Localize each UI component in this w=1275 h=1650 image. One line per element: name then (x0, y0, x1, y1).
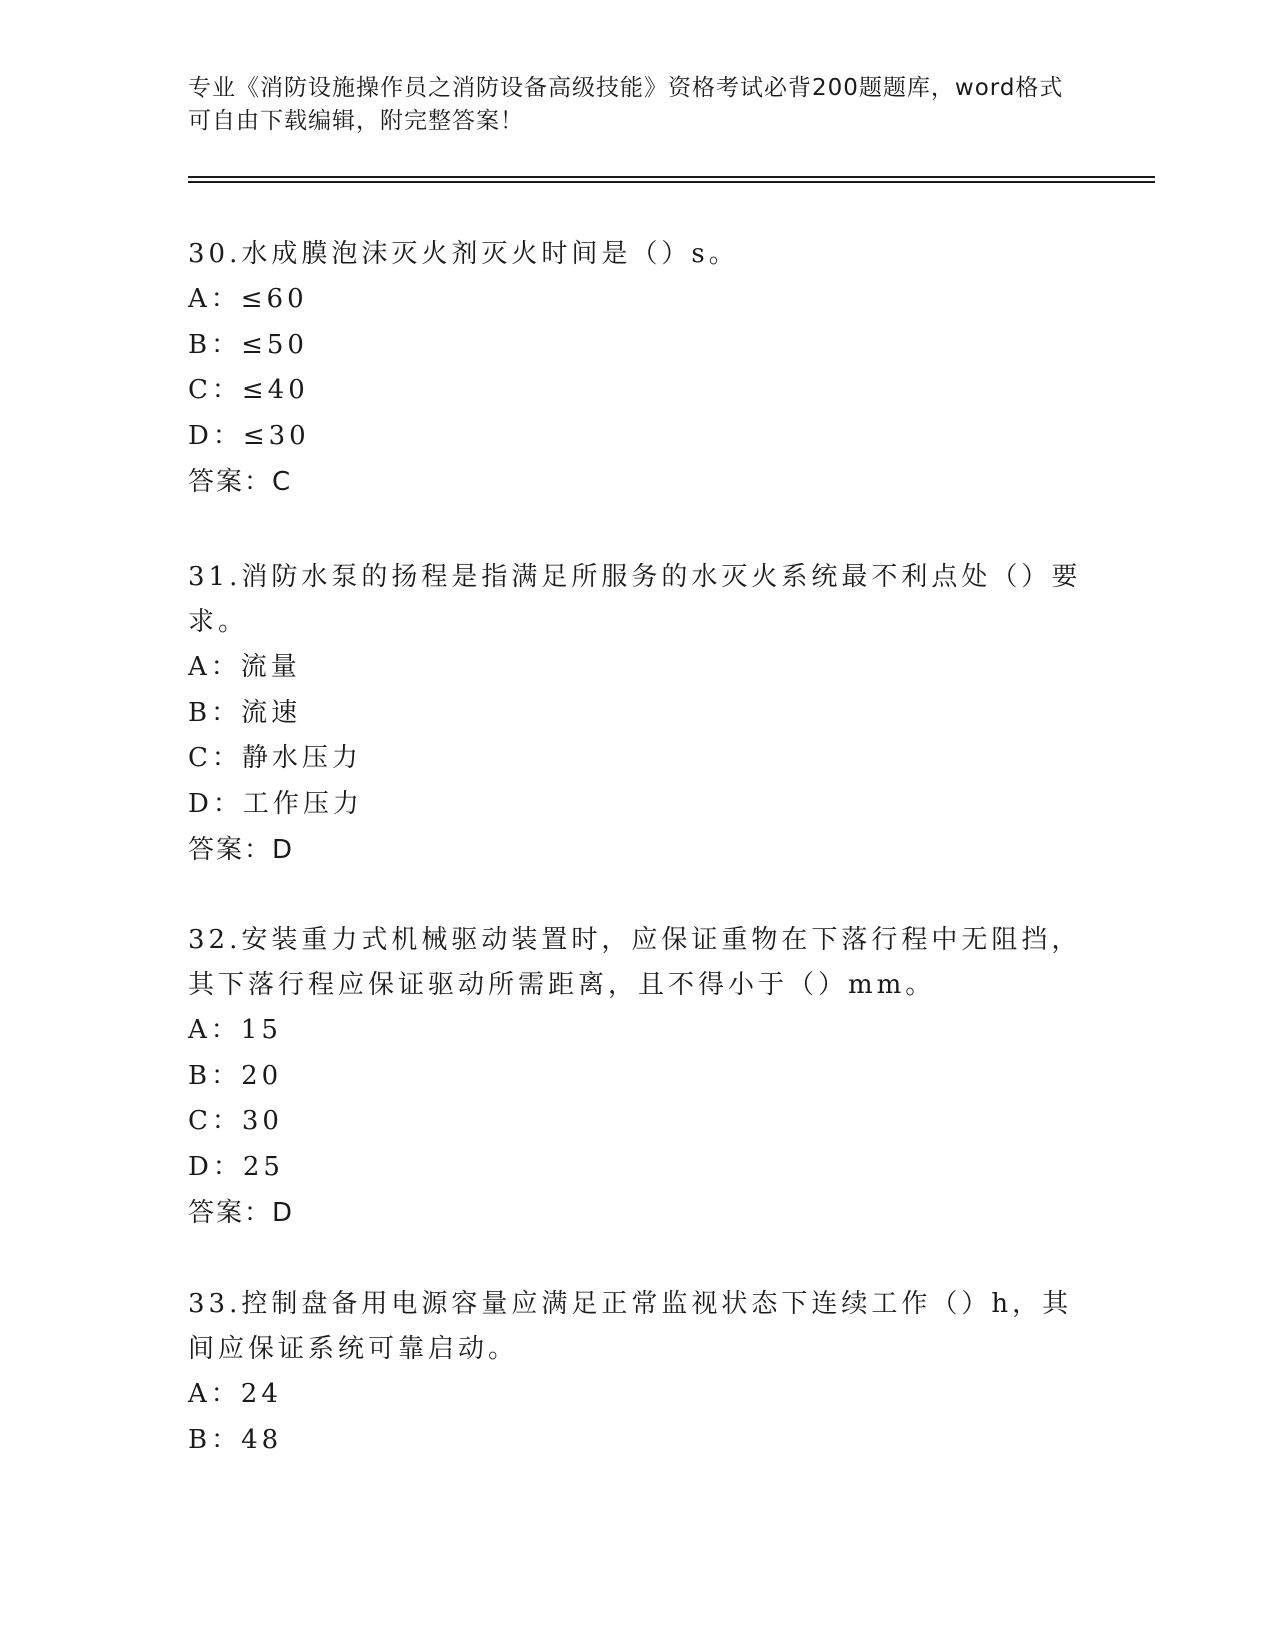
option-c: C：30 (188, 1106, 283, 1136)
question-32 (188, 918, 1088, 1236)
option-d: D：25 (188, 1151, 284, 1182)
option-d: D：≤30 (188, 420, 310, 451)
question-30 (188, 232, 1088, 505)
option-b: B：≤50 (188, 329, 308, 360)
question-text: 30.水成膜泡沫灭火剂灭火时间是（）s。 (188, 239, 739, 269)
answer: 答案：D (188, 1198, 295, 1228)
option-d: D：工作压力 (188, 788, 363, 819)
option-c: C：静水压力 (188, 743, 362, 773)
question-text: 32.安装重力式机械驱动装置时，应保证重物在下落行程中无阻挡，其下落行程应保证驱动所需距离，且不得小于（）mm。 (188, 925, 1082, 1000)
question-33 (188, 1282, 1088, 1463)
option-b: B：流速 (188, 697, 302, 728)
option-c: C：≤40 (188, 375, 309, 405)
header-divider-bottom (188, 181, 1155, 183)
option-a: A：≤60 (188, 284, 308, 314)
answer: 答案：C (188, 467, 293, 497)
option-b: B：20 (188, 1060, 283, 1091)
document-intro: 专业《消防设施操作员之消防设备高级技能》资格考试必背200题题库，word格式可自由下载编辑，附完整答案！ (188, 75, 1064, 134)
option-a: A：15 (188, 1015, 282, 1045)
question-text: 31.消防水泵的扬程是指满足所服务的水灭火系统最不利点处（）要求。 (188, 562, 1082, 637)
header-divider-top (188, 176, 1155, 178)
question-text: 33.控制盘备用电源容量应满足正常监视状态下连续工作（）h，其间应保证系统可靠启动。 (188, 1289, 1073, 1364)
answer: 答案：D (188, 835, 295, 865)
question-31 (188, 555, 1088, 873)
option-a: A：24 (188, 1379, 282, 1409)
option-b: B：48 (188, 1424, 283, 1455)
option-a: A：流量 (188, 652, 301, 682)
